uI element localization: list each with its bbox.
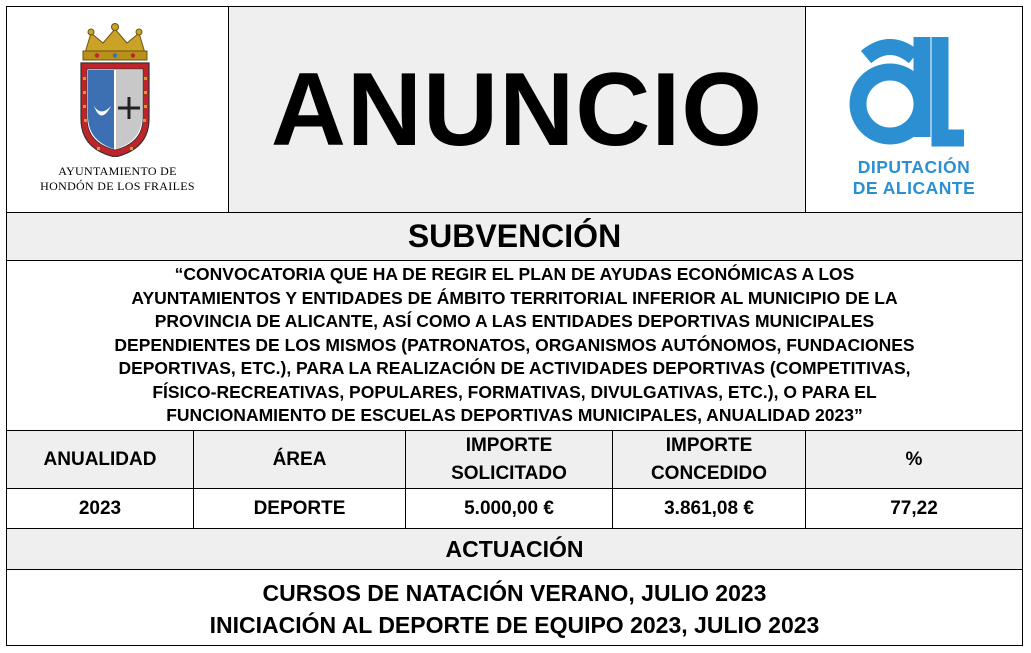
ayuntamiento-caption [7,164,228,194]
table-header-row [7,431,1022,489]
header-importe-concedido [613,431,806,488]
cell-area: DEPORTE [194,489,406,529]
convocatoria-line: “CONVOCATORIA QUE HA DE REGIR EL PLAN DE AYUDAS ECONÓMICAS A LOS [174,264,855,285]
header-anualidad-label: ANUALIDAD [43,448,157,470]
header-area-label: ÁREA [272,448,327,470]
convocatoria-line: DEPENDIENTES DE LOS MISMOS (PATRONATOS, ORGANISMOS AUTÓNOMOS, FUNDACIONES [114,334,915,355]
cell-percent: 77,22 [890,498,938,519]
convocatoria-line: PROVINCIA DE ALICANTE, ASÍ COMO A LAS ENTIDADES DEPORTIVAS MUNICIPALES [154,311,875,332]
diputacion-logo-cell [806,7,1022,212]
ayuntamiento-caption-line2: HONDÓN DE LOS FRAILES [40,179,195,193]
diputacion-caption [806,157,1022,199]
actuacion-item: CURSOS DE NATACIÓN VERANO, JULIO 2023 [262,579,767,606]
actuacion-heading: ACTUACIÓN [445,535,584,562]
header-area [194,431,406,488]
header-importe-concedido-line1: IMPORTE [665,434,753,456]
diputacion-caption-line1: DIPUTACIÓN [857,157,971,177]
diputacion-logo-icon [806,7,1020,157]
convocatoria-row [7,261,1022,431]
header-importe-solicitado-line2: SOLICITADO [451,462,567,484]
header-percent-label: % [905,448,923,470]
ayuntamiento-logo-cell [7,7,229,212]
header-percent [806,431,1022,488]
actuaciones-row [7,570,1022,647]
convocatoria-line: FUNCIONAMIENTO DE ESCUELAS DEPORTIVAS MUNICIPALES, ANUALIDAD 2023” [166,405,863,426]
subvencion-heading: SUBVENCIÓN [407,218,622,254]
cell-importe-solicitado: 5.000,00 € [406,489,613,529]
actuacion-heading-row [7,529,1022,570]
title-cell [229,7,806,212]
header-importe-solicitado [406,431,613,488]
convocatoria-line: FÍSICO-RECREATIVAS, POPULARES, FORMATIVAS, DIVULGATIVAS, ETC.), O PARA EL [152,381,877,402]
convocatoria-line: DEPORTIVAS, ETC.), PARA LA REALIZACIÓN DE ACTIVIDADES DEPORTIVAS (COMPETITIVAS, [118,358,911,379]
subsidy-table [7,431,1022,529]
diputacion-caption-line2: DE ALICANTE [852,178,976,198]
announcement-sheet [6,6,1023,646]
page-title: ANUNCIO [270,51,764,168]
header-row [7,7,1022,213]
table-row [7,489,1022,529]
cell-anualidad: 2023 [7,489,194,529]
header-anualidad [7,431,194,488]
convocatoria-line: AYUNTAMIENTOS Y ENTIDADES DE ÁMBITO TERRITORIAL INFERIOR AL MUNICIPIO DE LA [131,287,898,308]
actuacion-item: INICIACIÓN AL DEPORTE DE EQUIPO 2023, JULIO 2023 [209,611,820,638]
coat-of-arms-icon [7,7,229,157]
ayuntamiento-caption-line1: AYUNTAMIENTO DE [58,164,177,178]
convocatoria-text [114,263,914,428]
header-importe-concedido-line2: CONCEDIDO [650,462,768,484]
cell-importe-concedido: 3.861,08 € [613,489,806,529]
header-importe-solicitado-line1: IMPORTE [465,434,553,456]
subvencion-heading-row [7,213,1022,261]
